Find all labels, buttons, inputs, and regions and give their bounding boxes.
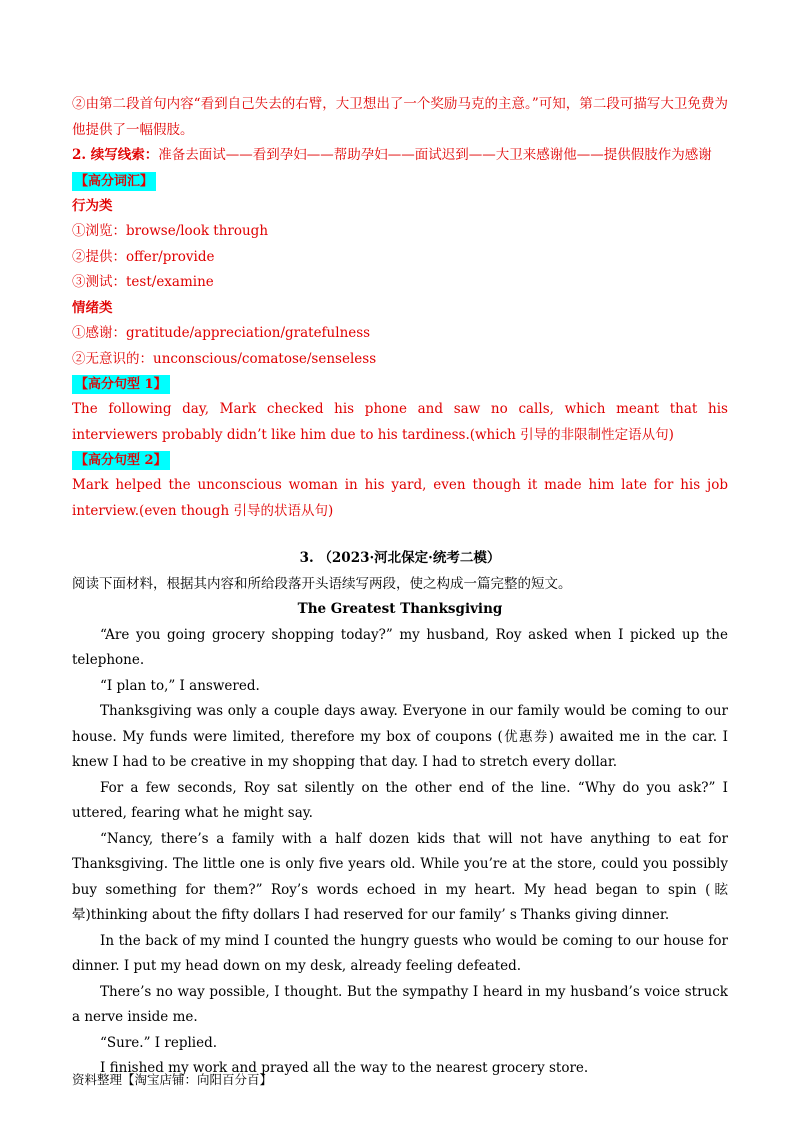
vocab-category-emotion: 情绪类 (72, 299, 113, 316)
vocab-item: ①浏览：browse/look through (72, 223, 269, 239)
story-paragraph: For a few seconds, Roy sat silently on the other end of the line. “Why do you ask?” I uttered, fearing what he might say. (72, 779, 728, 821)
vocab-item: ②无意识的：unconscious/comatose/senseless (72, 350, 377, 367)
clue-text: 准备去面试——看到孕妇——帮助孕妇——面试迟到——大卫来感谢他——提供假肢作为感谢 (158, 147, 712, 163)
page-footer: 资料整理【淘宝店铺：向阳百分百】 (72, 1072, 273, 1087)
story-paragraph: There’s no way possible, I thought. But the sympathy I heard in my husband’s voice struck a nerve inside me. (72, 983, 728, 1025)
vocab-item: ③测试：test/examine (72, 274, 214, 290)
story-paragraph: “Nancy, there’s a family with a half dozen kids that will not have anything to eat for Thanksgiving. The little one is only five years old. While you’re at the store, could you possibly buy something for them?” Roy’s words echoed in my heart. My head began to spin (眩晕)thinking about the fifty dollars I had reserved for our family’ s Thanks giving dinner. (72, 830, 728, 923)
continuation-clue (72, 143, 728, 169)
sentence-pattern-1: The following day, Mark checked his phone and saw no calls, which meant that his interviewers probably didn’t like him due to his tardiness.(which 引导的非限制性定语从句) (72, 401, 728, 443)
question-3-heading: 3. （2023·河北保定·统考二模） (299, 550, 501, 566)
vocab-item: ①感谢：gratitude/appreciation/gratefulness (72, 325, 371, 341)
vocab-tag: 【高分词汇】 (72, 172, 156, 191)
vocab-item: ②提供：offer/provide (72, 248, 215, 265)
story-paragraph: In the back of my mind I counted the hungry guests who would be coming to our house for dinner. I put my head down on my desk, already feeling defeated. (72, 932, 728, 974)
vocab-category-behavior: 行为类 (72, 197, 113, 214)
story-paragraph: “Sure.” I replied. (100, 1034, 218, 1051)
document-page (72, 92, 728, 1082)
clue-label: 2. 续写线索： (72, 147, 159, 163)
story-paragraph: “Are you going grocery shopping today?” my husband, Roy asked when I picked up the telephone. (72, 626, 728, 668)
story-paragraph: Thanksgiving was only a couple days away. Everyone in our family would be coming to our house. My funds were limited, therefore my box of coupons (优惠券) awaited me in the car. I knew I had to be creative in my shopping that day. I had to stretch every dollar. (72, 703, 728, 770)
question-3-instruction: 阅读下面材料，根据其内容和所给段落开头语续写两段，使之构成一篇完整的短文。 (72, 575, 572, 592)
sentence-pattern-2: Mark helped the unconscious woman in his yard, even though it made him late for his job interview.(even though 引导的状语从句) (72, 477, 728, 519)
sentence-pattern-tag-2: 【高分句型 2】 (72, 451, 170, 470)
story-paragraph: “I plan to,” I answered. (100, 677, 260, 694)
story-title: The Greatest Thanksgiving (297, 601, 503, 617)
sentence-pattern-tag-1: 【高分句型 1】 (72, 375, 170, 394)
story-paragraph: I finished my work and prayed all the way to the nearest grocery store. (100, 1060, 589, 1076)
analysis-point-2: ②由第二段首句内容“看到自己失去的右臂，大卫想出了一个奖励马克的主意。”可知，第二段可描写大卫免费为他提供了一幅假肢。 (72, 96, 728, 138)
